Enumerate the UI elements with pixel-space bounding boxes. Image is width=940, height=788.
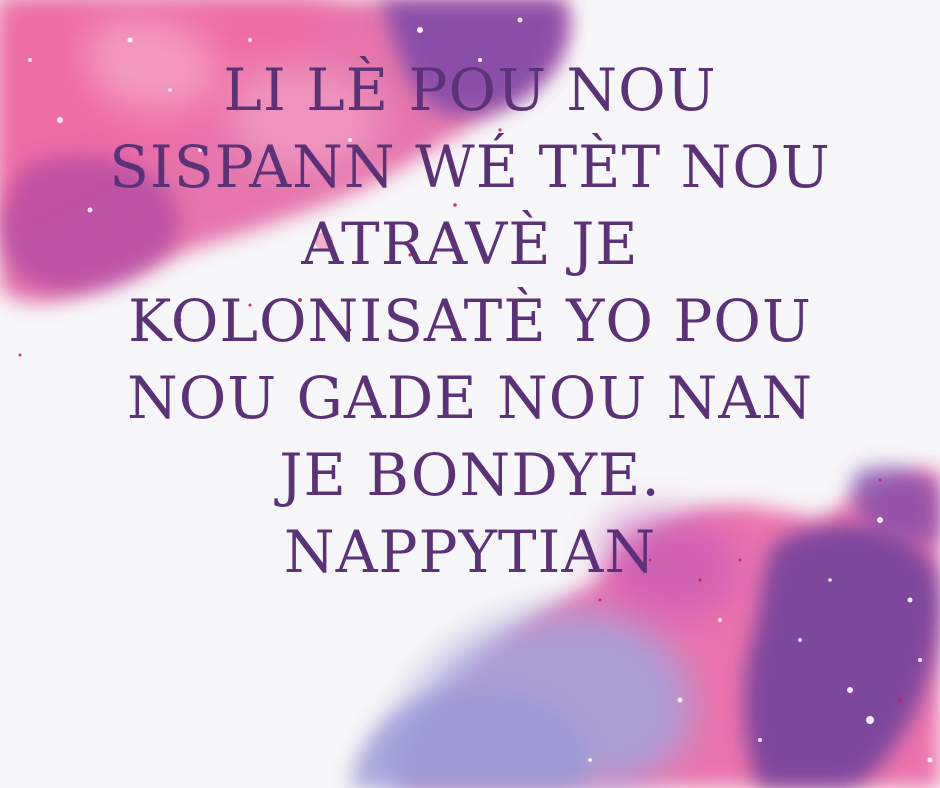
quote-line-6: JE BONDYE. <box>279 441 661 509</box>
quote-line-2: SISPANN WÉ TÈT NOU <box>109 133 831 201</box>
quote-line-1: LI LÈ POU NOU <box>223 56 717 124</box>
quote-author: NAPPYTIAN <box>283 518 657 586</box>
quote-line-3: ATRAVÈ JE <box>301 210 639 278</box>
quote-text <box>40 52 900 591</box>
quote-line-4: KOLONISATÈ YO POU <box>128 287 812 355</box>
quote-line-5: NOU GADE NOU NAN <box>126 364 814 432</box>
